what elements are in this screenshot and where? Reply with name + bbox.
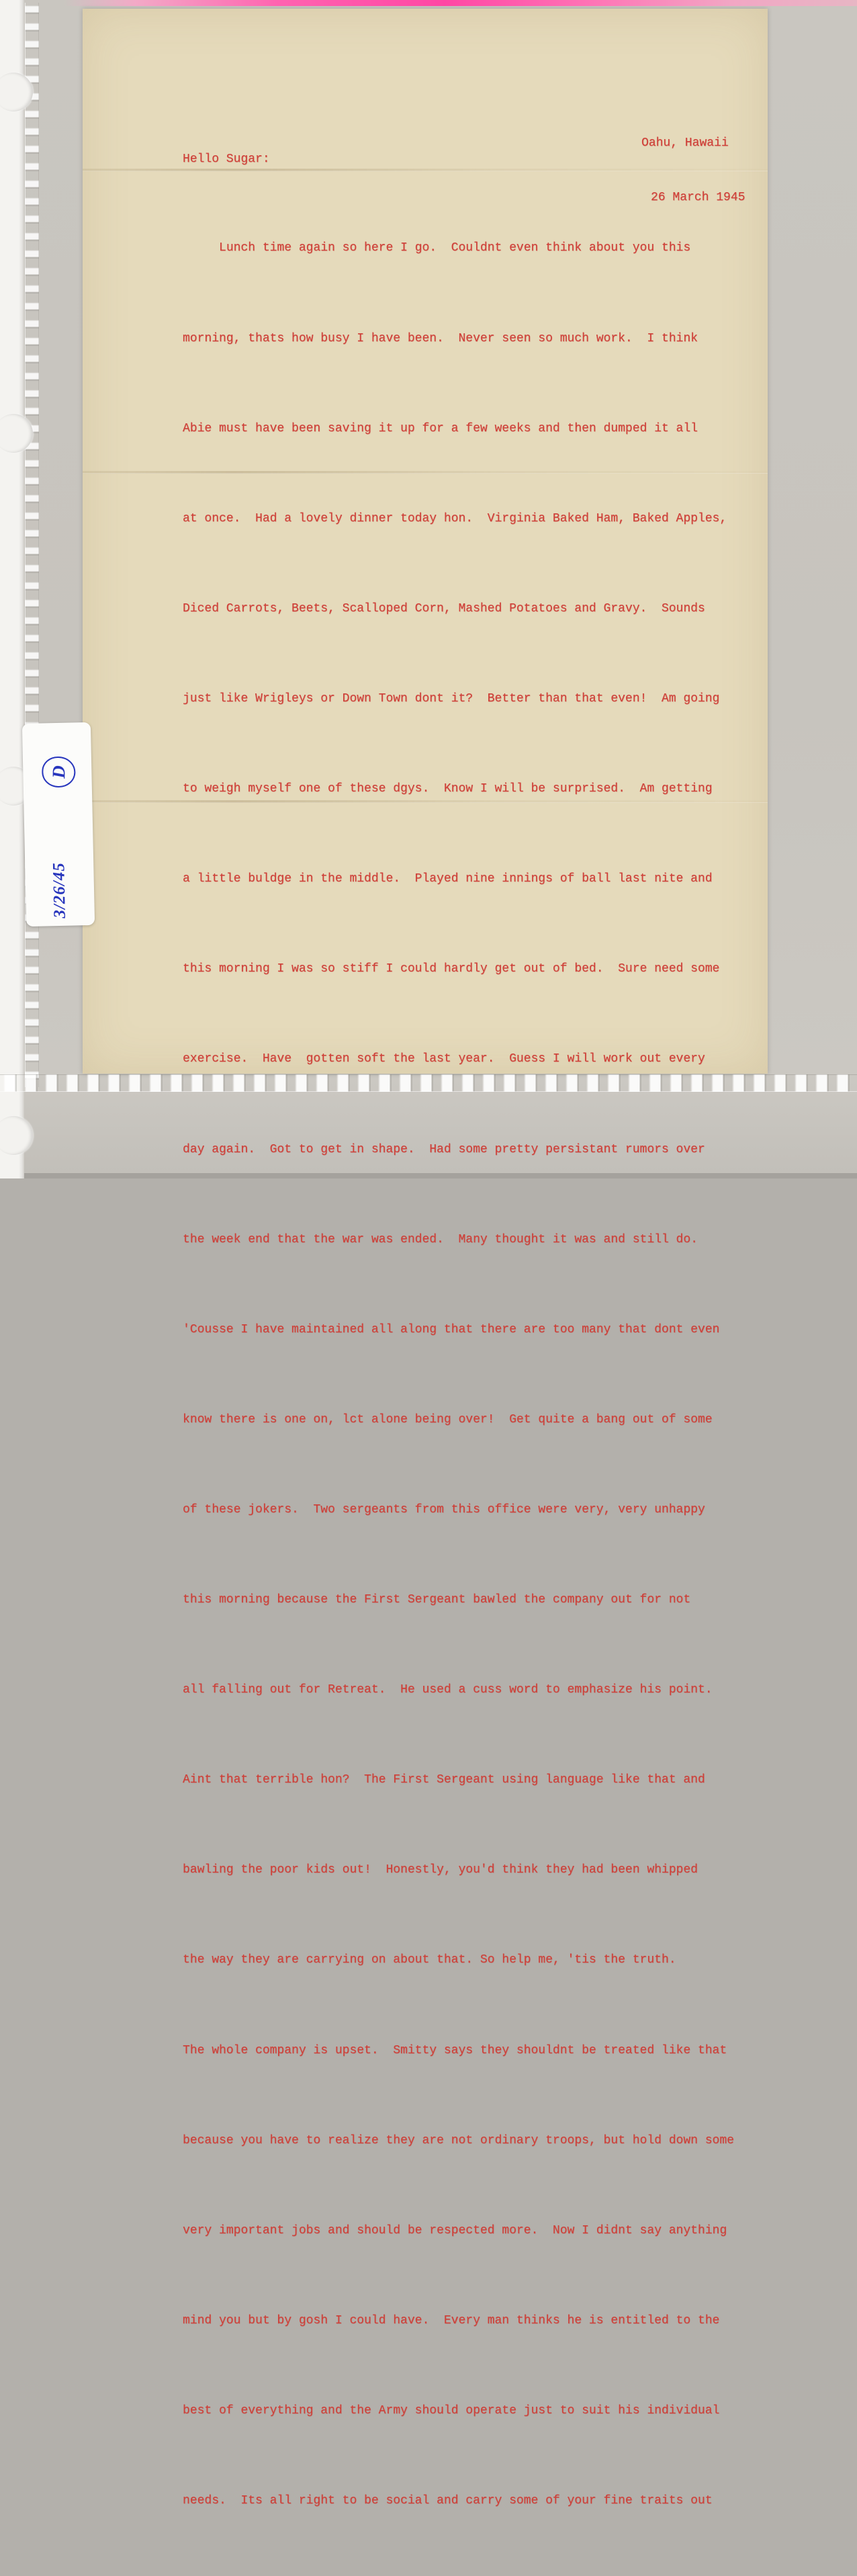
label-date: 3/26/45: [50, 862, 69, 918]
letter-line: Abie must have been saving it up for a few weeks and then dumped it all: [183, 421, 698, 435]
binder-edge-bottom: [0, 1074, 857, 1092]
letter-line: The whole company is upset. Smitty says they shouldnt be treated like that: [183, 2043, 727, 2057]
letter-line: of these jokers. Two sergeants from this office were very, very unhappy: [183, 1502, 705, 1516]
letter-line: the way they are carrying on about that. So help me, 'tis the truth.: [183, 1953, 676, 1967]
letter-line: morning, thats how busy I have been. Never seen so much work. I think: [183, 331, 698, 345]
letter-line: all falling out for Retreat. He used a cuss word to emphasize his point.: [183, 1683, 713, 1697]
letter-line: Aint that terrible hon? The First Sergeant using language like that and: [183, 1773, 705, 1787]
letter-line: this morning because the First Sergeant bawled the company out for not: [183, 1593, 691, 1607]
label-sticker: [22, 722, 95, 927]
letter-line: at once. Had a lovely dinner today hon. Virginia Baked Ham, Baked Apples,: [183, 511, 727, 525]
letter-line: Lunch time again so here I go. Couldnt even think about you this: [183, 241, 691, 255]
letter-line: bawling the poor kids out! Honestly, you'd think they had been whipped: [183, 1863, 698, 1877]
letter-line: a little buldge in the middle. Played nine innings of ball last nite and: [183, 872, 713, 886]
letter-line: mind you but by gosh I could have. Every man thinks he is entitled to the: [183, 2313, 720, 2327]
letter-line: just like Wrigleys or Down Town dont it? Better than that even! Am going: [183, 691, 720, 705]
letter-line: know there is one on, lct alone being over! Get quite a bang out of some: [183, 1412, 713, 1426]
scanner-margin: [0, 0, 24, 1178]
letter-line: Diced Carrots, Beets, Scalloped Corn, Mashed Potatoes and Gravy. Sounds: [183, 601, 705, 615]
letter-line: to weigh myself one of these dgys. Know I will be surprised. Am getting: [183, 782, 713, 796]
letter-line: this morning I was so stiff I could hardly get out of bed. Sure need some: [183, 962, 720, 976]
letter-line: the week end that the war was ended. Many thought it was and still do.: [183, 1232, 698, 1246]
heading-location: Oahu, Hawaii: [641, 136, 729, 150]
letter-line: best of everything and the Army should operate just to suit his individual: [183, 2404, 720, 2418]
letter-line: because you have to realize they are not ordinary troops, but hold down some: [183, 2133, 734, 2147]
letter-line: needs. Its all right to be social and carry some of your fine traits out: [183, 2494, 713, 2508]
letter-body: [183, 173, 760, 2576]
heading-date: 26 March 1945: [651, 191, 746, 204]
letter-line: very important jobs and should be respected more. Now I didnt say anything: [183, 2223, 727, 2237]
salutation: Hello Sugar:: [183, 153, 270, 166]
scanner-pink-artifact: [64, 0, 857, 6]
letter-line: day again. Got to get in shape. Had some pretty persistant rumors over: [183, 1142, 705, 1156]
letter-line: 'Cousse I have maintained all along that there are too many that dont even: [183, 1322, 720, 1336]
letter-page: [83, 9, 768, 2508]
label-letter-mark: D: [42, 757, 76, 788]
letter-line: exercise. Have gotten soft the last year. Guess I will work out every: [183, 1052, 705, 1066]
